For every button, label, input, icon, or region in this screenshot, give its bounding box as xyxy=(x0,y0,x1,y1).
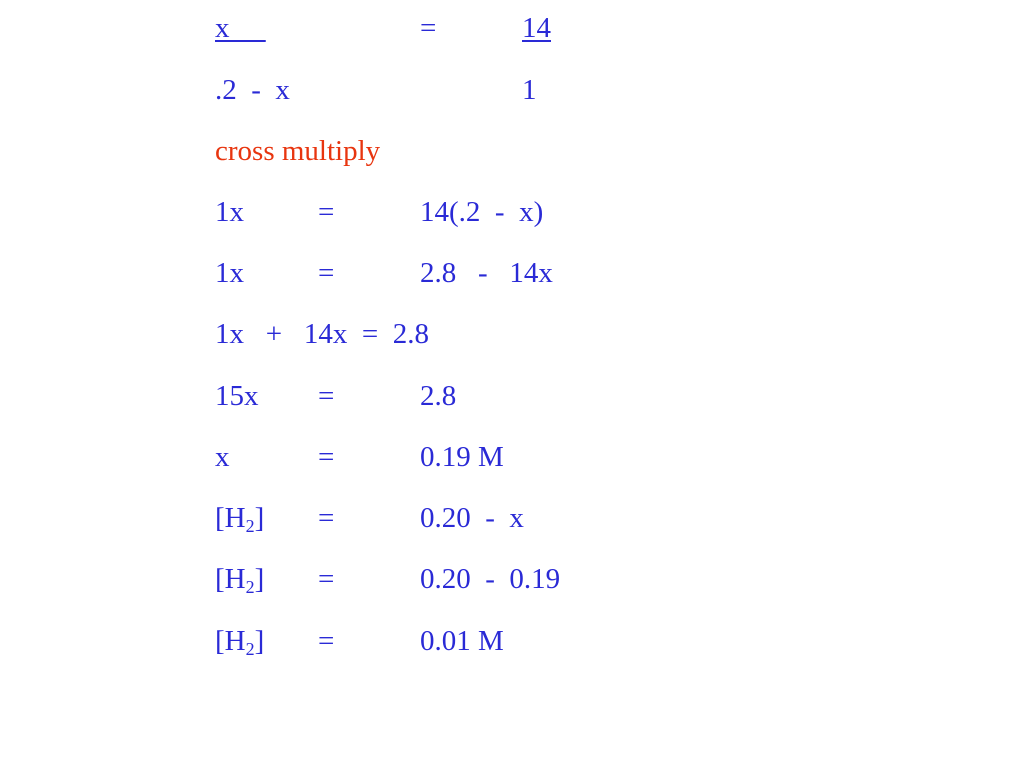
subscript: 2 xyxy=(245,639,255,660)
step-equals: = xyxy=(318,441,335,473)
fraction-right-denominator: 1 xyxy=(522,74,537,106)
cross-multiply-label: cross multiply xyxy=(215,135,381,167)
step-lhs: 1x xyxy=(215,257,244,289)
fraction-left-numerator: x xyxy=(215,12,266,44)
subscript: 2 xyxy=(245,577,255,598)
step-equals: = xyxy=(318,257,335,289)
step-equals: = xyxy=(318,196,335,228)
step-rhs: 2.8 - 14x xyxy=(420,257,553,289)
step-equals: = xyxy=(318,563,335,595)
step-rhs: 0.20 - x xyxy=(420,502,524,534)
step-rhs: 0.19 M xyxy=(420,441,504,473)
step-rhs: 0.01 M xyxy=(420,625,504,657)
step-full-equation: 1x + 14x = 2.8 xyxy=(215,318,429,350)
step-lhs: 1x xyxy=(215,196,244,228)
h2-concentration-label: $[H_2]$ xyxy=(215,502,265,537)
step-rhs: 0.20 - 0.19 xyxy=(420,563,561,595)
step-equals: = xyxy=(318,625,335,657)
step-rhs: 2.8 xyxy=(420,380,457,412)
step-lhs: x xyxy=(215,441,230,473)
step-rhs: 14(.2 - x) xyxy=(420,196,544,228)
step-equals: = xyxy=(318,380,335,412)
h2-concentration-label: $[H_2]$ xyxy=(215,625,265,660)
fraction-right-numerator: 14 xyxy=(522,12,551,44)
fraction-equals: = xyxy=(420,12,437,44)
step-equals: = xyxy=(318,502,335,534)
h2-concentration-label: $[H_2]$ xyxy=(215,563,265,598)
step-lhs: 15x xyxy=(215,380,259,412)
subscript: 2 xyxy=(245,516,255,537)
fraction-left-denominator: .2 - x xyxy=(215,74,290,106)
